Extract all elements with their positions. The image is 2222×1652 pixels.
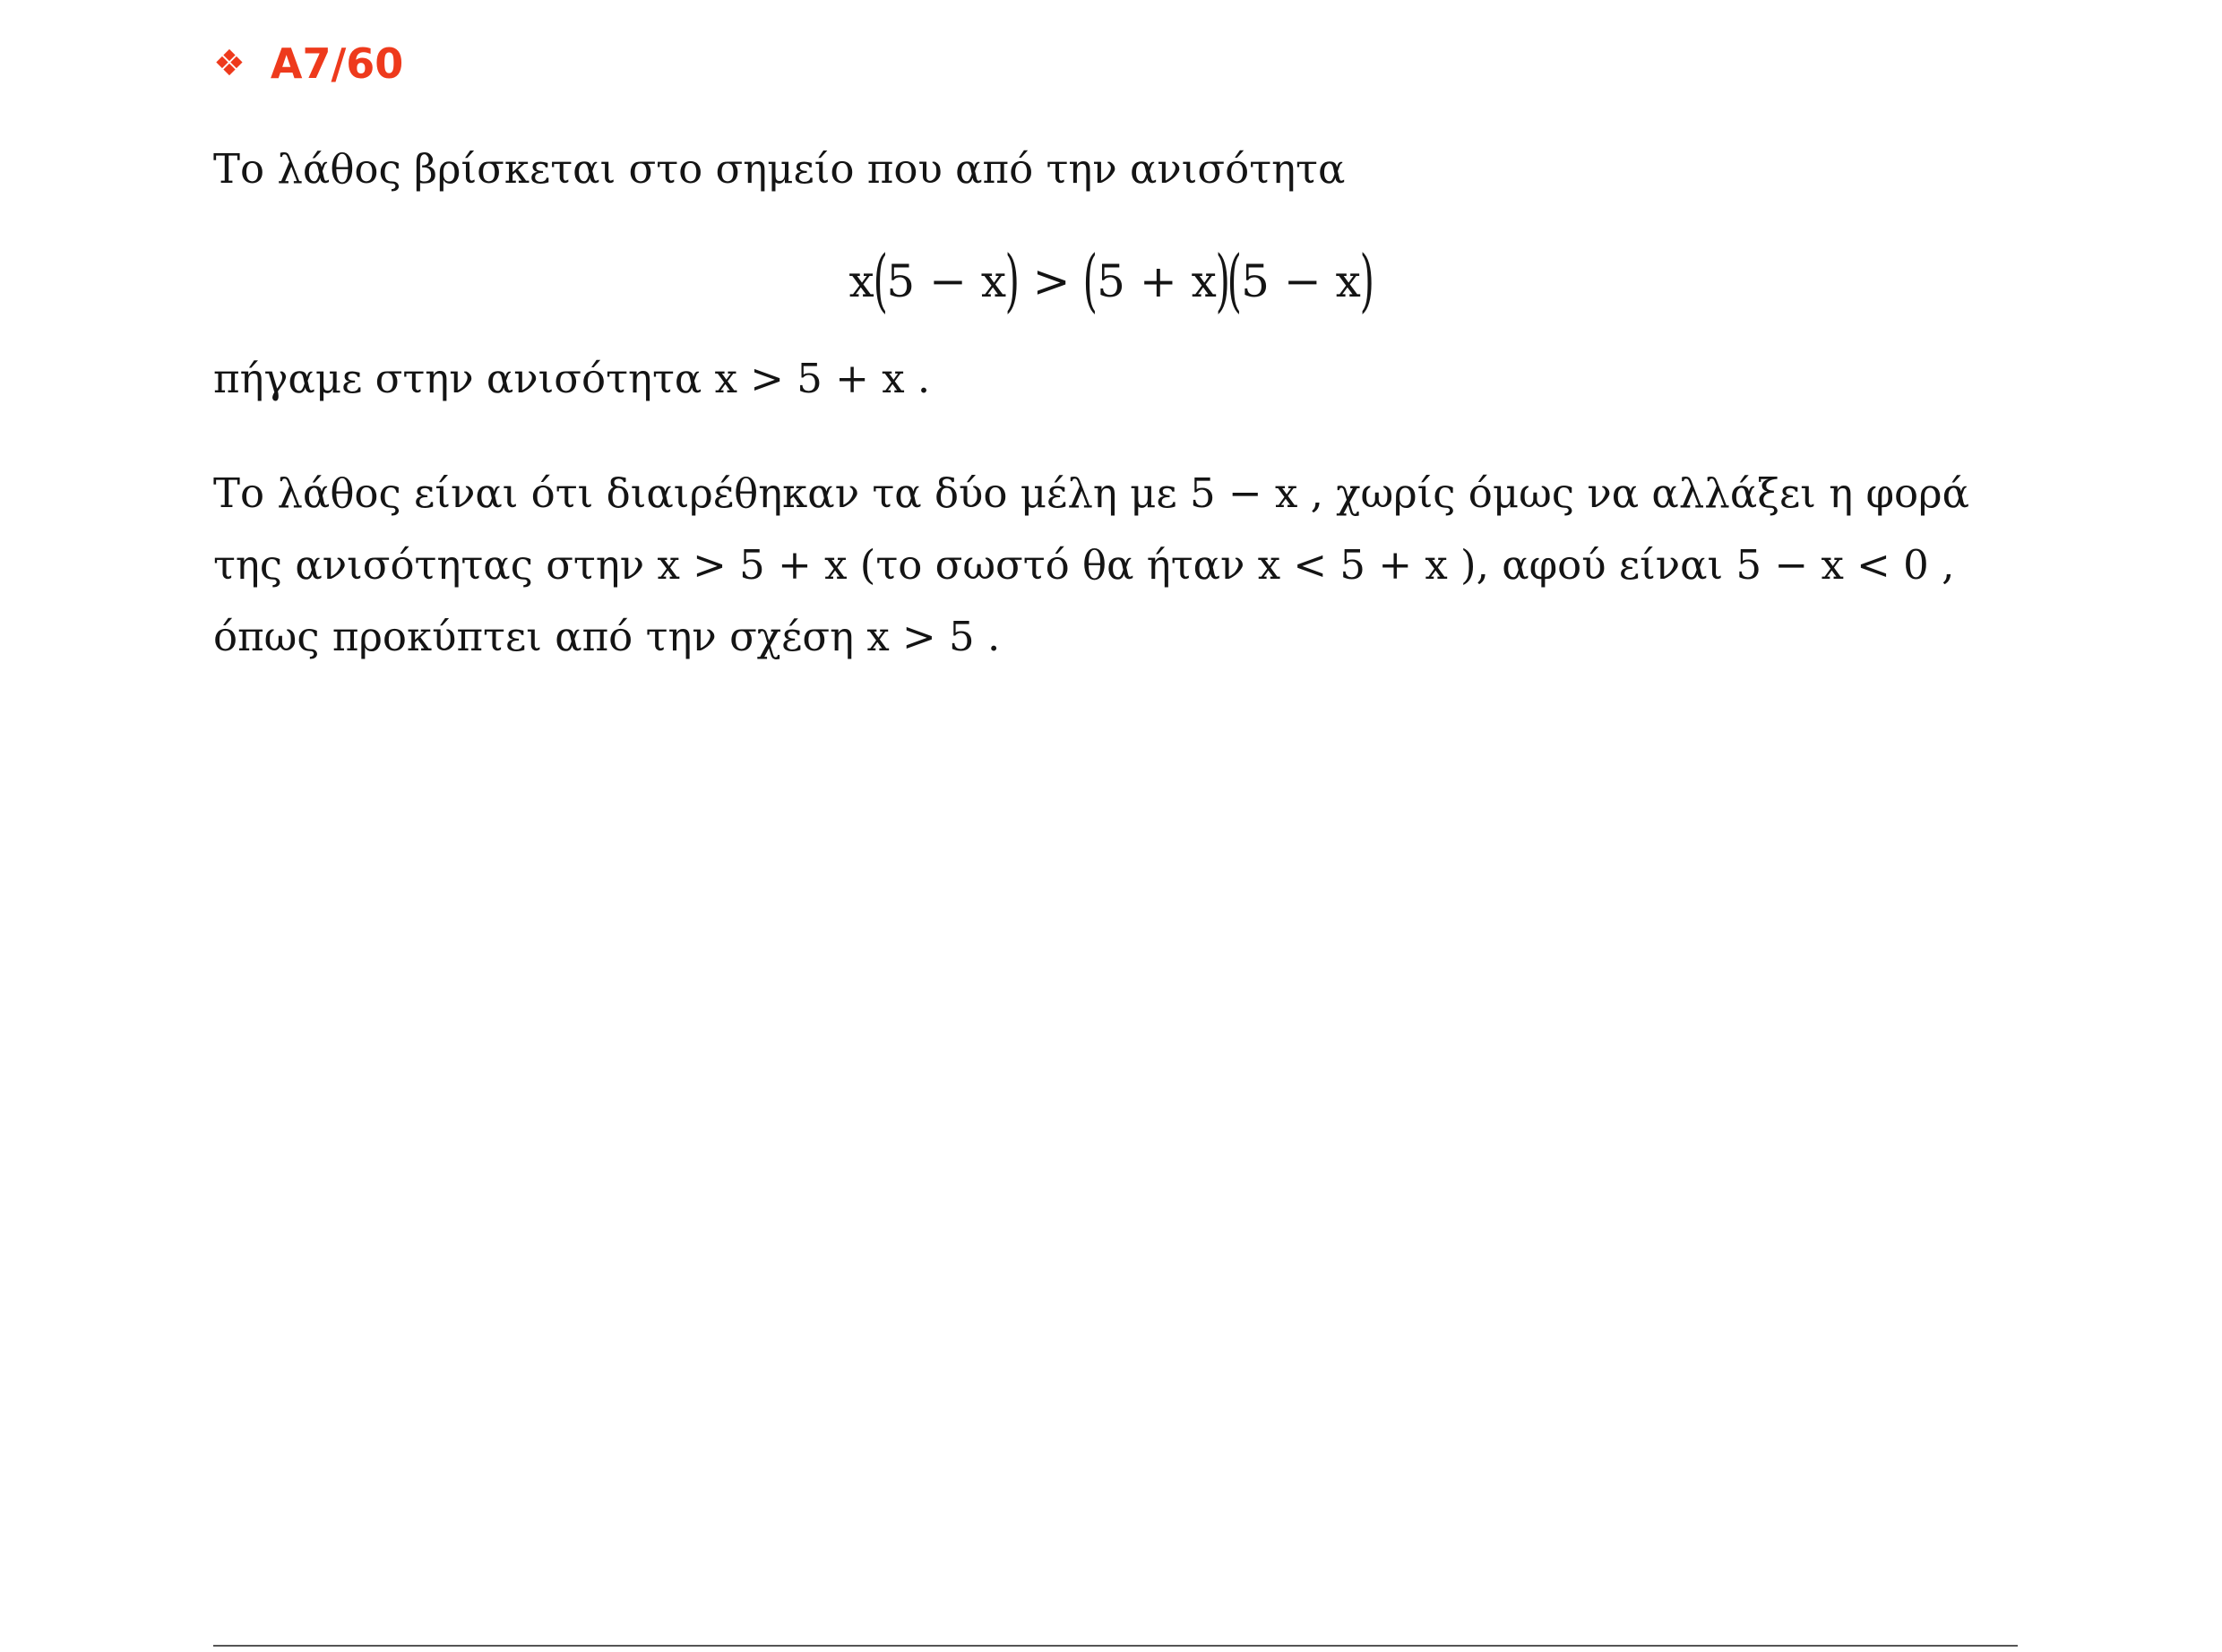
paragraph-result: [213, 355, 931, 402]
section-header: [213, 39, 403, 88]
diamond-ornament-icon: ❖: [213, 43, 245, 84]
explanation-line-3: όπως προκύπτει από την σχέση x > 5 .: [213, 613, 1001, 660]
explanation-line-1: Το λάθος είναι ότι διαιρέθηκαν τα δύο μέλη με 5 − x , χωρίς όμως να αλλάξει η φορά: [213, 469, 1969, 517]
paragraph-result-text: πήγαμε στην ανισότητα: [213, 355, 715, 402]
eq-term-x: x: [848, 255, 874, 307]
eq-term-5-minus-x-2: 5 − x: [1241, 255, 1361, 307]
eq-gt: >: [1032, 255, 1071, 307]
explanation-line-2: της ανισότητας στην x > 5 + x (το σωστό θα ήταν x < 5 + x ), αφού είναι 5 − x < 0 ,: [213, 541, 1955, 589]
eq-term-5-minus-x: 5 − x: [886, 255, 1007, 307]
eq-term-5-plus-x: 5 + x: [1097, 255, 1217, 307]
footer-rule: [213, 1645, 2018, 1647]
paragraph-result-math: x > 5 + x .: [714, 355, 931, 402]
section-title: A7/60: [270, 39, 404, 88]
display-equation: x(5 − x) > (5 + x)(5 − x): [848, 240, 1374, 320]
paragraph-intro: Το λάθος βρίσκεται στο σημείο που από την ανισότητα: [213, 145, 1346, 193]
